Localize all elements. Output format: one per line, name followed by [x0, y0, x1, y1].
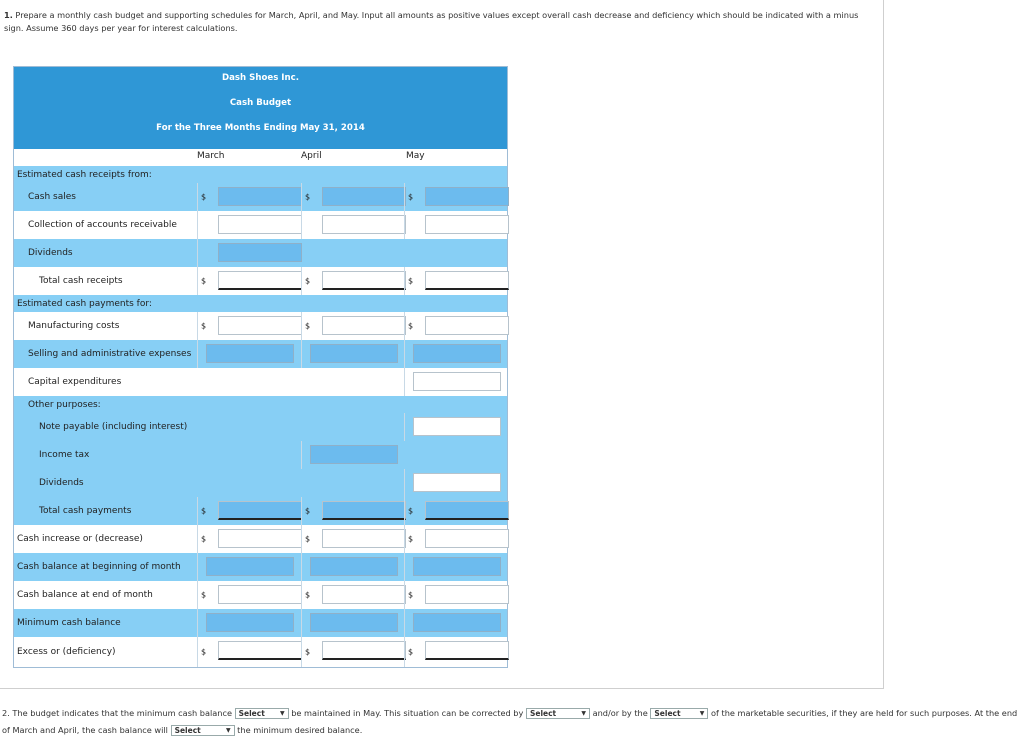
- instructions-number: 1.: [4, 10, 13, 20]
- other-purposes-row: [14, 396, 507, 413]
- cash-sales-april-input[interactable]: [322, 187, 406, 206]
- select-label: Select: [654, 709, 681, 718]
- chevron-down-icon: ▼: [581, 710, 586, 717]
- min-balance-april-input[interactable]: [310, 613, 398, 632]
- payments-header: Estimated cash payments for:: [17, 298, 152, 309]
- dividends-payments-row: [14, 469, 507, 497]
- instructions-text: Prepare a monthly cash budget and supporting schedules for March, April, and May. Input all amounts as positive values except overall cash decrease and deficiency which should be indicated with a minus sign. Assume 360 days per year for interest calculations.: [4, 10, 859, 33]
- dollar-sign: $: [201, 321, 207, 331]
- q2-text-4: of the marketable securities, if they are held for such purposes. At the end of March and April, the cash balance will: [2, 708, 1018, 735]
- select-label: Select: [529, 709, 557, 718]
- q2-number: 2.: [2, 708, 10, 718]
- manufacturing-may-input[interactable]: [425, 316, 509, 335]
- dividends-payments-label: Dividends: [39, 478, 84, 488]
- selling-admin-label: Selling and administrative expenses: [28, 349, 192, 359]
- total-receipts-row: [14, 267, 507, 295]
- dollar-sign: $: [408, 321, 414, 331]
- q2-select-1[interactable]: [235, 708, 289, 719]
- total-receipts-april-input[interactable]: [322, 271, 406, 290]
- dollar-sign: $: [201, 647, 207, 657]
- dollar-sign: $: [201, 534, 207, 544]
- cash-change-may-input[interactable]: [425, 529, 509, 548]
- collection-ar-row: [14, 211, 507, 239]
- total-payments-march-input[interactable]: [218, 501, 302, 520]
- min-balance-march-input[interactable]: [206, 613, 294, 632]
- dollar-sign: $: [408, 276, 414, 286]
- note-payable-row: [14, 413, 507, 441]
- end-balance-april-input[interactable]: [322, 585, 406, 604]
- column-may: May: [406, 151, 425, 161]
- excess-row: [14, 637, 507, 667]
- budget-title: Cash Budget: [229, 98, 292, 108]
- collection-ar-label: Collection of accounts receivable: [28, 220, 177, 230]
- column-header-row: [14, 149, 507, 166]
- q2-text-2: be maintained in May. This situation can be corrected by: [291, 708, 524, 718]
- q2-text-3: and/or by the: [592, 708, 648, 718]
- note-payable-label: Note payable (including interest): [39, 422, 188, 432]
- manufacturing-row: [14, 312, 507, 340]
- selling-admin-march-input[interactable]: [206, 344, 294, 363]
- min-balance-row: [14, 609, 507, 637]
- end-balance-row: [14, 581, 507, 609]
- cash-change-april-input[interactable]: [322, 529, 406, 548]
- dollar-sign: $: [201, 192, 207, 202]
- end-balance-label: Cash balance at end of month: [17, 590, 153, 600]
- q2-text-1: The budget indicates that the minimum cash balance: [12, 708, 232, 718]
- selling-admin-may-input[interactable]: [413, 344, 501, 363]
- capex-label: Capital expenditures: [28, 377, 122, 387]
- begin-balance-april-input[interactable]: [310, 557, 398, 576]
- total-payments-may-input[interactable]: [425, 501, 509, 520]
- q2-select-4[interactable]: [171, 725, 235, 736]
- budget-period: For the Three Months Ending May 31, 2014: [156, 123, 365, 133]
- collection-ar-may-input[interactable]: [425, 215, 509, 234]
- total-payments-april-input[interactable]: [322, 501, 406, 520]
- dollar-sign: $: [305, 506, 311, 516]
- cash-change-march-input[interactable]: [218, 529, 302, 548]
- income-tax-label: Income tax: [39, 450, 90, 460]
- company-name: Dash Shoes Inc.: [222, 73, 299, 83]
- cash-sales-march-input[interactable]: [218, 187, 302, 206]
- q2-text-5: the minimum desired balance.: [237, 725, 363, 735]
- income-tax-row: [14, 441, 507, 469]
- selling-admin-row: [14, 340, 507, 368]
- excess-april-input[interactable]: [322, 641, 406, 660]
- column-march: March: [197, 151, 225, 161]
- collection-ar-april-input[interactable]: [322, 215, 406, 234]
- note-payable-may-input[interactable]: [413, 417, 501, 436]
- cash-budget-table: [13, 66, 508, 668]
- receipts-header-row: [14, 166, 507, 183]
- excess-march-input[interactable]: [218, 641, 302, 660]
- total-receipts-may-input[interactable]: [425, 271, 509, 290]
- dollar-sign: $: [305, 321, 311, 331]
- min-balance-may-input[interactable]: [413, 613, 501, 632]
- dividends-receipts-row: [14, 239, 507, 267]
- q2-select-2[interactable]: [526, 708, 590, 719]
- total-receipts-label: Total cash receipts: [39, 276, 123, 286]
- dollar-sign: $: [305, 192, 311, 202]
- manufacturing-label: Manufacturing costs: [28, 321, 120, 331]
- capex-may-input[interactable]: [413, 372, 501, 391]
- dollar-sign: $: [201, 276, 207, 286]
- end-balance-march-input[interactable]: [218, 585, 302, 604]
- capex-row: [14, 368, 507, 396]
- dollar-sign: $: [408, 590, 414, 600]
- cash-change-row: [14, 525, 507, 553]
- total-payments-label: Total cash payments: [39, 506, 132, 516]
- dollar-sign: $: [408, 534, 414, 544]
- chevron-down-icon: ▼: [699, 710, 705, 717]
- manufacturing-april-input[interactable]: [322, 316, 406, 335]
- cash-change-label: Cash increase or (decrease): [17, 534, 143, 544]
- dollar-sign: $: [201, 590, 207, 600]
- dollar-sign: $: [408, 192, 414, 202]
- dollar-sign: $: [305, 276, 311, 286]
- dollar-sign: $: [305, 590, 311, 600]
- selling-admin-april-input[interactable]: [310, 344, 398, 363]
- total-payments-row: [14, 497, 507, 525]
- cash-sales-row: [14, 183, 507, 211]
- begin-balance-row: [14, 553, 507, 581]
- other-purposes-label: Other purposes:: [28, 399, 101, 410]
- chevron-down-icon: ▼: [279, 710, 285, 717]
- manufacturing-march-input[interactable]: [218, 316, 302, 335]
- dividends-payments-may-input[interactable]: [413, 473, 501, 492]
- dollar-sign: $: [305, 647, 311, 657]
- dollar-sign: $: [305, 534, 311, 544]
- min-balance-label: Minimum cash balance: [17, 618, 121, 628]
- instructions: [4, 9, 874, 35]
- excess-may-input[interactable]: [425, 641, 509, 660]
- budget-header: [14, 67, 507, 149]
- dividends-receipts-label: Dividends: [28, 248, 73, 258]
- dividends-receipts-march-input[interactable]: [218, 243, 302, 262]
- select-label: Select: [238, 709, 265, 718]
- income-tax-april-input[interactable]: [310, 445, 398, 464]
- receipts-header: Estimated cash receipts from:: [17, 169, 152, 180]
- total-receipts-march-input[interactable]: [218, 271, 302, 290]
- dollar-sign: $: [201, 506, 207, 516]
- payments-header-row: [14, 295, 507, 312]
- chevron-down-icon: ▼: [225, 727, 231, 734]
- cash-sales-label: Cash sales: [28, 192, 76, 202]
- q2-select-3[interactable]: [650, 708, 708, 719]
- select-label: Select: [174, 726, 201, 735]
- begin-balance-label: Cash balance at beginning of month: [17, 562, 181, 572]
- collection-ar-march-input[interactable]: [218, 215, 302, 234]
- begin-balance-may-input[interactable]: [413, 557, 501, 576]
- excess-label: Excess or (deficiency): [17, 647, 116, 657]
- column-april: April: [301, 151, 322, 161]
- question-2: [2, 705, 1022, 739]
- end-balance-may-input[interactable]: [425, 585, 509, 604]
- begin-balance-march-input[interactable]: [206, 557, 294, 576]
- dollar-sign: $: [408, 506, 414, 516]
- dollar-sign: $: [408, 647, 414, 657]
- cash-sales-may-input[interactable]: [425, 187, 509, 206]
